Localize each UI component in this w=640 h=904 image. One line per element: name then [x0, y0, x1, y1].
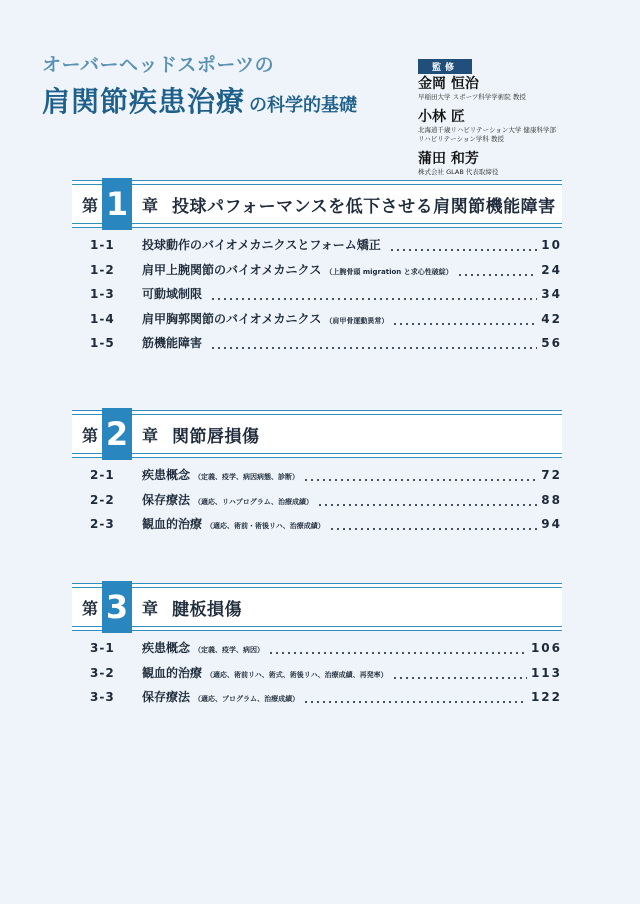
chapter-prefix: 第	[82, 426, 99, 445]
entry-title: 肩甲胸郭関節のバイオメカニクス	[142, 311, 322, 326]
leader-dots	[317, 504, 537, 506]
chapter-heading	[72, 583, 562, 631]
entry-number: 1-2	[90, 262, 115, 277]
chapter-3	[72, 583, 562, 713]
entry-title: 可動域制限	[142, 287, 203, 301]
entry-page: 122	[530, 690, 562, 704]
editor-name: 金岡 恒治	[418, 76, 479, 92]
leader-dots	[268, 652, 527, 654]
chapter-number: 2	[102, 408, 132, 460]
entry-page: 10	[541, 238, 562, 252]
entry-page: 42	[541, 311, 562, 326]
leader-dots	[389, 249, 537, 251]
chapter-prefix: 第	[82, 599, 99, 618]
entry-number: 1-3	[90, 287, 115, 301]
toc-entry[interactable]	[72, 236, 562, 261]
chapter-suffix: 章	[142, 426, 159, 445]
editor-name: 蒲田 和芳	[418, 151, 479, 167]
toc-entry[interactable]	[72, 310, 562, 335]
toc-list	[72, 466, 562, 540]
book-title	[42, 80, 357, 120]
entry-subtitle: （上腕骨頭 migration と求心性破綻）	[325, 267, 453, 276]
chapter-prefix: 第	[82, 196, 99, 215]
entry-subtitle: （適応、リハプログラム、治療成績）	[194, 497, 313, 506]
entry-number: 3-2	[90, 665, 115, 680]
entry-number: 1-5	[90, 336, 115, 350]
chapter-title: 投球パフォーマンスを低下させる肩関節機能障害	[172, 197, 556, 217]
leader-dots	[210, 298, 537, 300]
editor	[418, 150, 618, 177]
series-title: オーバーヘッドスポーツの	[42, 54, 275, 76]
entry-title: 疾患概念	[142, 641, 191, 655]
toc-entry[interactable]	[72, 491, 562, 516]
entry-title: 観血的治療	[142, 665, 203, 680]
leader-dots	[303, 701, 527, 703]
leader-dots	[210, 347, 537, 349]
entry-number: 2-3	[90, 517, 115, 531]
entry-title: 筋機能障害	[142, 336, 203, 350]
entry-page: 94	[541, 517, 562, 531]
toc-entry[interactable]	[72, 688, 562, 713]
leader-dots	[457, 274, 538, 276]
entry-page: 24	[541, 262, 562, 277]
chapter-1	[72, 180, 562, 359]
entry-number: 1-1	[90, 238, 115, 252]
entry-page: 72	[541, 468, 562, 482]
entry-title: 保存療法	[142, 492, 191, 507]
toc-entry[interactable]	[72, 334, 562, 359]
editor-affiliation: 北海道千歳リハビリテーション大学 健康科学部 リハビリテーション学科 教授	[418, 126, 556, 143]
chapter-suffix: 章	[142, 599, 159, 618]
chapter-title: 関節唇損傷	[172, 427, 260, 447]
leader-dots	[392, 323, 537, 325]
leader-dots	[392, 677, 527, 679]
toc-list	[72, 639, 562, 713]
entry-number: 2-2	[90, 492, 115, 507]
entry-number: 3-3	[90, 690, 115, 704]
editors-block	[418, 55, 618, 177]
book-title-main: 肩関節疾患治療	[42, 85, 246, 118]
chapter-heading	[72, 180, 562, 228]
chapter-number: 3	[102, 581, 132, 633]
chapter-heading	[72, 410, 562, 458]
toc-entry[interactable]	[72, 515, 562, 540]
entry-page: 113	[530, 665, 562, 680]
chapter-2	[72, 410, 562, 540]
editor-affiliation: 早稲田大学 スポーツ科学学術院 教授	[418, 93, 526, 101]
editor	[418, 108, 618, 144]
entry-subtitle: （適応、プログラム、治療成績）	[194, 695, 300, 703]
editor-name: 小林 匠	[418, 109, 465, 125]
leader-dots	[329, 528, 537, 530]
entry-subtitle: （定義、疫学、病因）	[194, 646, 265, 654]
book-title-suffix: の科学的基礎	[249, 95, 358, 116]
entry-title: 観血的治療	[142, 517, 203, 531]
chapter-suffix: 章	[142, 196, 159, 215]
entry-number: 1-4	[90, 311, 115, 326]
entry-subtitle: （肩甲骨運動異常）	[325, 316, 389, 325]
toc-entry[interactable]	[72, 261, 562, 286]
entry-number: 2-1	[90, 468, 115, 482]
entry-subtitle: （定義、疫学、病因病態、診断）	[194, 473, 300, 481]
editor	[418, 75, 618, 102]
chapter-number: 1	[102, 178, 132, 230]
entry-title: 肩甲上腕関節のバイオメカニクス	[142, 262, 322, 277]
editor-affiliation: 株式会社 GLAB 代表取締役	[418, 168, 499, 176]
toc-list	[72, 236, 562, 359]
leader-dots	[303, 479, 537, 481]
entry-page: 106	[530, 641, 562, 655]
entry-title: 疾患概念	[142, 468, 191, 482]
entry-page: 56	[541, 336, 562, 350]
entry-title: 投球動作のバイオメカニクスとフォーム矯正	[142, 238, 381, 252]
entry-page: 88	[541, 492, 562, 507]
toc-entry[interactable]	[72, 639, 562, 664]
toc-entry[interactable]	[72, 466, 562, 491]
entry-number: 3-1	[90, 641, 115, 655]
entry-subtitle: （適応、術前リハ、術式、術後リハ、治療成績、再発率）	[206, 670, 388, 679]
toc-entry[interactable]	[72, 664, 562, 689]
entry-page: 34	[541, 287, 562, 301]
chapter-title: 腱板損傷	[172, 600, 242, 620]
entry-title: 保存療法	[142, 690, 191, 704]
entry-subtitle: （適応、術前・術後リハ、治療成績）	[206, 522, 325, 530]
toc-entry[interactable]	[72, 285, 562, 310]
editors-label: 監修	[418, 59, 472, 74]
